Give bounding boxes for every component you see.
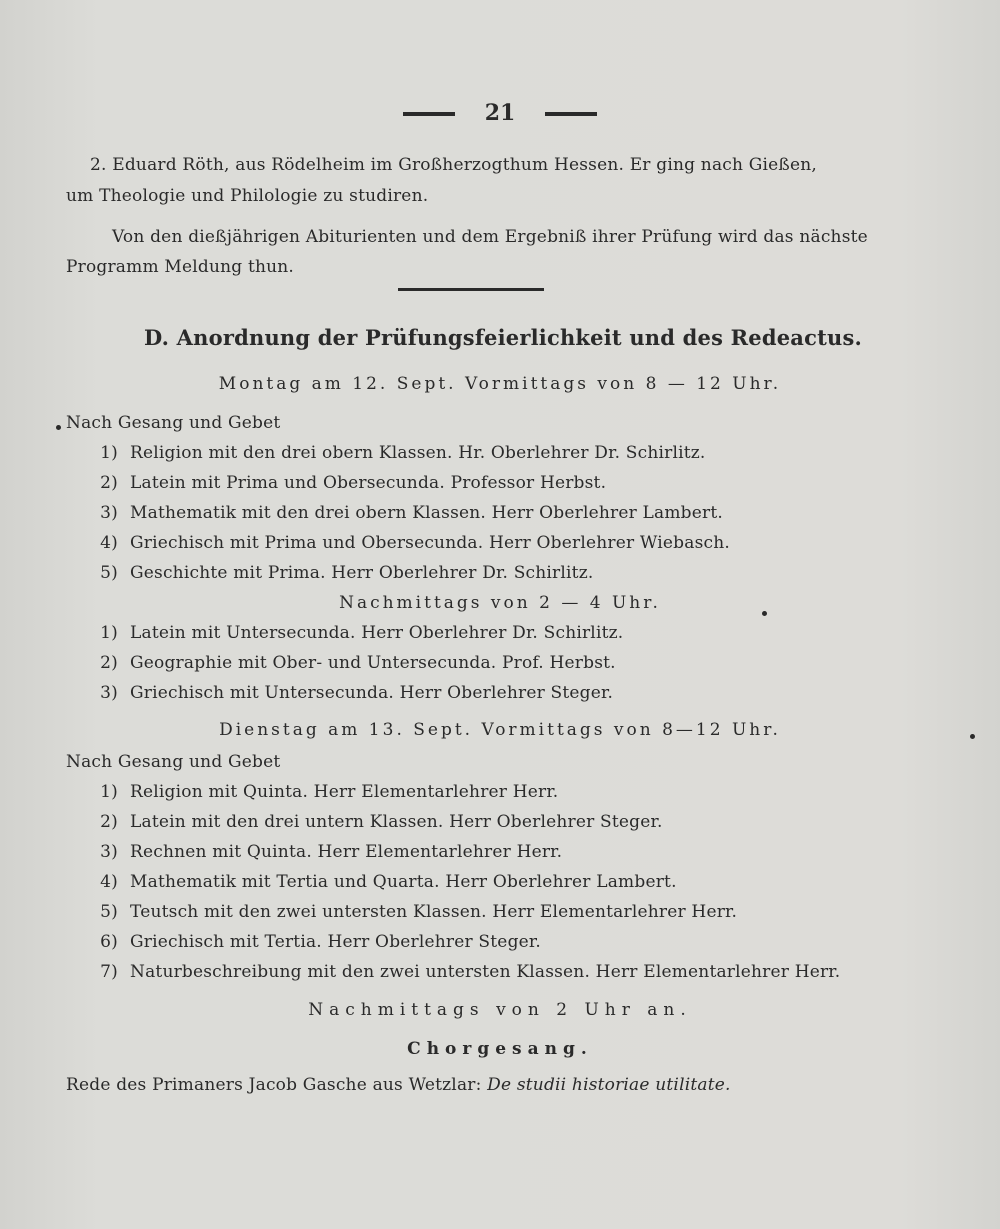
intro-para1-line1: 2. Eduard Röth, aus Rödelheim im Großherzogthum Hessen. Er ging nach Gießen, — [90, 155, 818, 175]
ink-speck — [970, 734, 975, 739]
intro-para2-line1: Von den dießjährigen Abiturienten und dem Ergebniß ihrer Prüfung wird das nächste — [112, 227, 868, 247]
monday-afternoon-item: 1) Latein mit Untersecunda. Herr Oberlehrer Dr. Schirlitz. — [100, 623, 624, 643]
tuesday-opening: Nach Gesang und Gebet — [66, 752, 281, 772]
monday-item: 5) Geschichte mit Prima. Herr Oberlehrer Dr. Schirlitz. — [100, 563, 594, 583]
speech-title: De studii historiae utilitate. — [487, 1075, 731, 1095]
speech-prefix: Rede des Primaners Jacob Gasche aus Wetzlar: — [66, 1075, 482, 1095]
page-number: 21 — [484, 100, 516, 126]
left-dash-ornament — [403, 112, 455, 116]
tuesday-item: 4) Mathematik mit Tertia und Quarta. Herr Oberlehrer Lambert. — [100, 872, 677, 892]
intro-para2-line2: Programm Meldung thun. — [66, 257, 295, 277]
ink-speck — [762, 611, 767, 616]
monday-afternoon-item: 3) Griechisch mit Untersecunda. Herr Oberlehrer Steger. — [100, 683, 614, 703]
tuesday-item: 6) Griechisch mit Tertia. Herr Oberlehrer Steger. — [100, 932, 541, 952]
speech-line — [66, 1075, 731, 1095]
tuesday-item: 1) Religion mit Quinta. Herr Elementarlehrer Herr. — [100, 782, 559, 802]
right-dash-ornament — [545, 112, 597, 116]
page-number-header — [0, 100, 1000, 126]
choir-heading: Chorgesang. — [407, 1039, 593, 1059]
monday-heading: Montag am 12. Sept. Vormittags von 8 — 12 Uhr. — [218, 374, 782, 394]
monday-afternoon-item: 2) Geographie mit Ober- und Untersecunda. Prof. Herbst. — [100, 653, 616, 673]
monday-opening: Nach Gesang und Gebet — [66, 413, 281, 433]
tuesday-heading: Dienstag am 13. Sept. Vormittags von 8—12 Uhr. — [219, 720, 781, 740]
tuesday-item: 5) Teutsch mit den zwei untersten Klassen. Herr Elementarlehrer Herr. — [100, 902, 738, 922]
ink-speck — [56, 425, 61, 430]
section-heading: D. Anordnung der Prüfungsfeierlichkeit und des Redeactus. — [144, 325, 862, 350]
monday-item: 2) Latein mit Prima und Obersecunda. Professor Herbst. — [100, 473, 607, 493]
monday-item: 3) Mathematik mit den drei obern Klassen. Herr Oberlehrer Lambert. — [100, 503, 723, 523]
monday-item: 1) Religion mit den drei obern Klassen. Hr. Oberlehrer Dr. Schirlitz. — [100, 443, 706, 463]
tuesday-afternoon-heading: Nachmittags von 2 Uhr an. — [308, 1000, 692, 1020]
monday-afternoon-heading: Nachmittags von 2 — 4 Uhr. — [339, 593, 661, 613]
monday-item: 4) Griechisch mit Prima und Obersecunda. Herr Oberlehrer Wiebasch. — [100, 533, 730, 553]
section-divider — [398, 288, 544, 291]
tuesday-item: 3) Rechnen mit Quinta. Herr Elementarlehrer Herr. — [100, 842, 563, 862]
tuesday-item: 7) Naturbeschreibung mit den zwei untersten Klassen. Herr Elementarlehrer Herr. — [100, 962, 841, 982]
intro-para1-line2: um Theologie und Philologie zu studiren. — [66, 186, 429, 206]
tuesday-item: 2) Latein mit den drei untern Klassen. Herr Oberlehrer Steger. — [100, 812, 663, 832]
